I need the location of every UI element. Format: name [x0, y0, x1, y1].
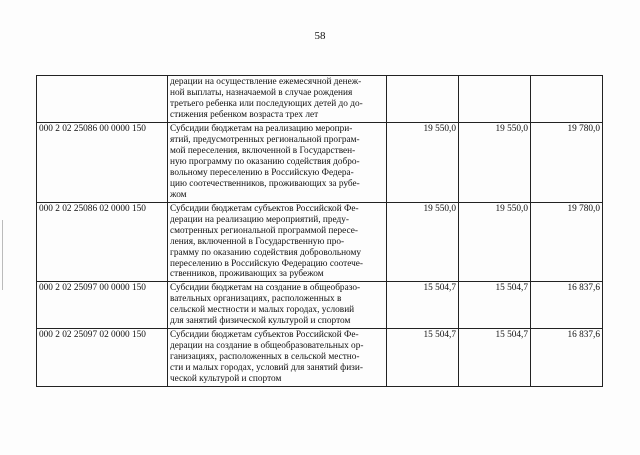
table-row [37, 122, 603, 202]
value-cell-3: 16 837,6 [531, 282, 603, 329]
table-row [37, 282, 603, 329]
budget-code-cell: 000 2 02 25086 02 0000 150 [37, 202, 168, 282]
value-cell-2: 19 550,0 [459, 122, 531, 202]
value-cell-3: 19 780,0 [531, 122, 603, 202]
table-row [37, 329, 603, 387]
description-cell: дерации на осуществление ежемесячной денеж- ной выплаты, назначаемой в случае рождения третьего ребенка или последующих детей до до- стижения ребенком возраста трех лет [168, 76, 387, 123]
description-cell: Субсидии бюджетам на реализацию меропри- ятий, предусмотренных региональной програм- мой переселения, включенной в Государствен- ную программу по оказанию содействия добро- вольному переселению в Российскую Федера- цию соотечественников, проживающих за рубе- жом [168, 122, 387, 202]
description-cell: Субсидии бюджетам на создание в общеобразо- вательных организациях, расположенных в сельской местности и малых городах, условий для занятий физической культурой и спортом [168, 282, 387, 329]
table-row [37, 202, 603, 282]
value-cell-2: 19 550,0 [459, 202, 531, 282]
page-number: 58 [314, 30, 326, 42]
value-cell-1: 19 550,0 [387, 202, 459, 282]
value-cell-1: 15 504,7 [387, 282, 459, 329]
budget-table [36, 75, 603, 387]
value-cell-3: 19 780,0 [531, 202, 603, 282]
value-cell-2 [459, 76, 531, 123]
budget-code-cell: 000 2 02 25097 00 0000 150 [37, 282, 168, 329]
value-cell-3 [531, 76, 603, 123]
value-cell-1: 19 550,0 [387, 122, 459, 202]
budget-code-cell: 000 2 02 25086 00 0000 150 [37, 122, 168, 202]
scan-edge-mark [2, 220, 3, 290]
value-cell-2: 15 504,7 [459, 282, 531, 329]
value-cell-2: 15 504,7 [459, 329, 531, 387]
budget-code-cell [37, 76, 168, 123]
budget-code-cell: 000 2 02 25097 02 0000 150 [37, 329, 168, 387]
value-cell-1: 15 504,7 [387, 329, 459, 387]
description-cell: Субсидии бюджетам субъектов Российской Фе- дерации на реализацию мероприятий, преду- смотренных региональной программой пересе- ления, включенной в Государственную про- грамму по оказанию содействия добровольному переселению в Российскую Федерацию соотече- ственников, проживающих за рубежом [168, 202, 387, 282]
description-cell: Субсидии бюджетам субъектов Российской Фе- дерации на создание в общеобразовательных ор- ганизациях, расположенных в сельской местно- сти и малых городах, условий для занятий физи- ческой культурой и спортом [168, 329, 387, 387]
value-cell-1 [387, 76, 459, 123]
table-row [37, 76, 603, 123]
value-cell-3: 16 837,6 [531, 329, 603, 387]
